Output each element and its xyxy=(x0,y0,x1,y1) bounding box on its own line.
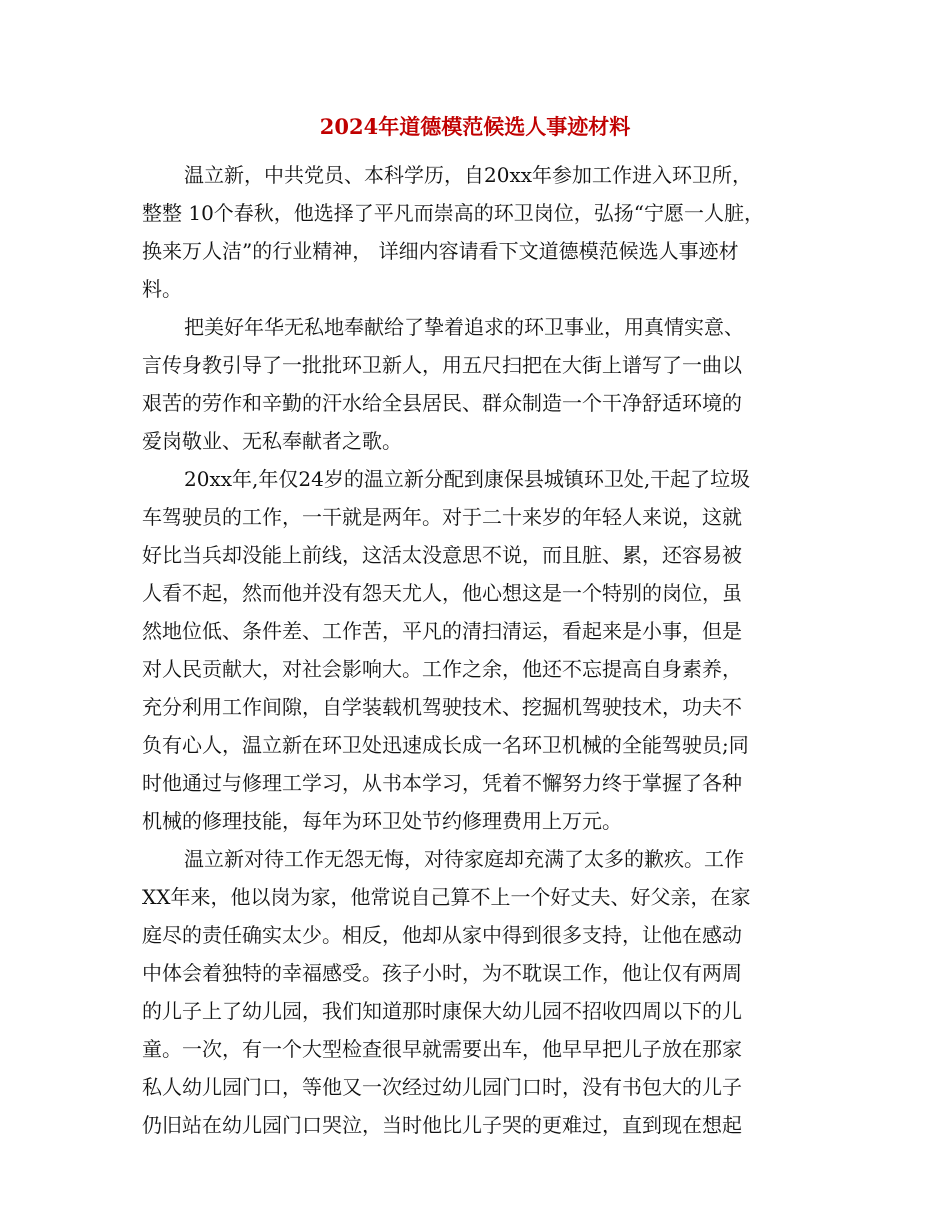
text-line: 童。一次，有一个大型检查很早就需要出车，他早早把儿子放在那家 xyxy=(142,1037,742,1061)
text-line: XX年来，他以岗为家，他常说自己算不上一个好丈夫、好父亲，在家 xyxy=(142,885,751,909)
text-line: 私人幼儿园门口，等他又一次经过幼儿园门口时，没有书包大的儿子 xyxy=(142,1075,742,1099)
text-line: 庭尽的责任确实太少。相反，他却从家中得到很多支持，让他在感动 xyxy=(142,923,742,947)
text-line: 中体会着独特的幸福感受。孩子小时，为不耽误工作，他让仅有两周 xyxy=(142,961,742,985)
text-line: 爱岗敬业、无私奉献者之歌。 xyxy=(142,429,402,453)
text-line: 换来万人洁”的行业精神， 详细内容请看下文道德模范候选人事迹材 xyxy=(142,239,739,263)
text-line: 言传身教引导了一批批环卫新人，用五尺扫把在大街上谱写了一曲以 xyxy=(142,353,742,377)
text-line: 整整 10个春秋，他选择了平凡而崇高的环卫岗位，弘扬“宁愿一人脏， xyxy=(142,201,765,225)
text-line: 温立新对待工作无怨无悔，对待家庭却充满了太多的歉疚。工作 xyxy=(184,847,744,871)
text-line: 把美好年华无私地奉献给了挚着追求的环卫事业，用真情实意、 xyxy=(184,315,744,339)
text-line: 对人民贡献大，对社会影响大。工作之余，他还不忘提高自身素养， xyxy=(142,657,742,681)
text-line: 20xx年,年仅24岁的温立新分配到康保县城镇环卫处,干起了垃圾 xyxy=(184,467,751,491)
text-line: 车驾驶员的工作，一干就是两年。对于二十来岁的年轻人来说，这就 xyxy=(142,505,742,529)
text-line: 然地位低、条件差、工作苦，平凡的清扫清运，看起来是小事，但是 xyxy=(142,619,742,643)
text-line: 好比当兵却没能上前线，这活太没意思不说，而且脏、累，还容易被 xyxy=(142,543,742,567)
text-line: 的儿子上了幼儿园，我们知道那时康保大幼儿园不招收四周以下的儿 xyxy=(142,999,742,1023)
text-line: 仍旧站在幼儿园门口哭泣，当时他比儿子哭的更难过，直到现在想起 xyxy=(142,1113,742,1137)
text-line: 充分利用工作间隙，自学装载机驾驶技术、挖掘机驾驶技术，功夫不 xyxy=(142,695,742,719)
text-line: 机械的修理技能，每年为环卫处节约修理费用上万元。 xyxy=(142,809,622,833)
text-line: 时他通过与修理工学习，从书本学习，凭着不懈努力终于掌握了各种 xyxy=(142,771,742,795)
text-line: 负有心人，温立新在环卫处迅速成长成一名环卫机械的全能驾驶员;同 xyxy=(142,733,749,757)
text-line: 温立新，中共党员、本科学历，自20xx年参加工作进入环卫所， xyxy=(184,163,753,187)
document-title: 2024年道德模范候选人事迹材料 xyxy=(319,114,631,139)
text-line: 料。 xyxy=(142,277,182,301)
text-line: 艰苦的劳作和辛勤的汗水给全县居民、群众制造一个干净舒适环境的 xyxy=(142,391,742,415)
text-line: 人看不起，然而他并没有怨天尤人，他心想这是一个特别的岗位，虽 xyxy=(142,581,742,605)
